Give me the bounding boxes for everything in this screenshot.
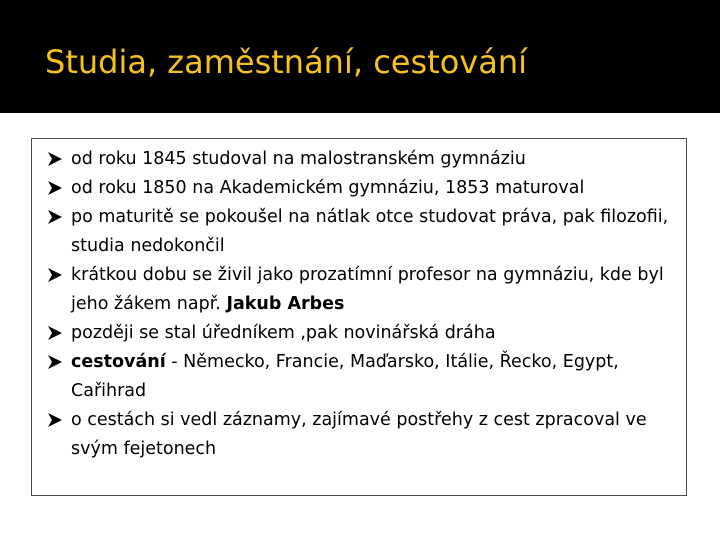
bullet-text: později se stal úředníkem ,pak novinářská dráha bbox=[71, 323, 496, 343]
arrowhead-bullet-icon bbox=[48, 181, 62, 195]
bullet-item bbox=[48, 145, 678, 174]
bullet-text: od roku 1850 na Akademickém gymnáziu, 1853 maturoval bbox=[71, 178, 585, 198]
bullet-bold-text: Jakub Arbes bbox=[226, 294, 345, 314]
arrowhead-bullet-icon bbox=[48, 413, 62, 427]
bullet-list bbox=[48, 145, 678, 464]
bullet-item bbox=[48, 174, 678, 203]
arrowhead-bullet-icon bbox=[48, 152, 62, 166]
bullet-text: krátkou dobu se živil jako prozatímní profesor na gymnáziu, kde byl jeho žákem např. bbox=[71, 265, 664, 314]
bullet-item bbox=[48, 348, 678, 406]
arrowhead-bullet-icon bbox=[48, 326, 62, 340]
bullet-text: o cestách si vedl záznamy, zajímavé postřehy z cest zpracoval ve svým fejetonech bbox=[71, 410, 647, 459]
bullet-item bbox=[48, 203, 678, 261]
slide-title: Studia, zaměstnání, cestování bbox=[45, 43, 527, 81]
bullet-item bbox=[48, 406, 678, 464]
arrowhead-bullet-icon bbox=[48, 355, 62, 369]
bullet-item bbox=[48, 261, 678, 319]
bullet-text: od roku 1845 studoval na malostranském gymnáziu bbox=[71, 149, 526, 169]
arrowhead-bullet-icon bbox=[48, 268, 62, 282]
bullet-item bbox=[48, 319, 678, 348]
bullet-bold-text: cestování bbox=[71, 352, 166, 372]
bullet-text: po maturitě se pokoušel na nátlak otce studovat práva, pak filozofii, studia nedokončil bbox=[71, 207, 669, 256]
arrowhead-bullet-icon bbox=[48, 210, 62, 224]
title-band bbox=[0, 0, 720, 113]
bullet-text-after: - Německo, Francie, Maďarsko, Itálie, Řecko, Egypt, Cařihrad bbox=[71, 352, 619, 401]
content-box bbox=[31, 138, 687, 496]
